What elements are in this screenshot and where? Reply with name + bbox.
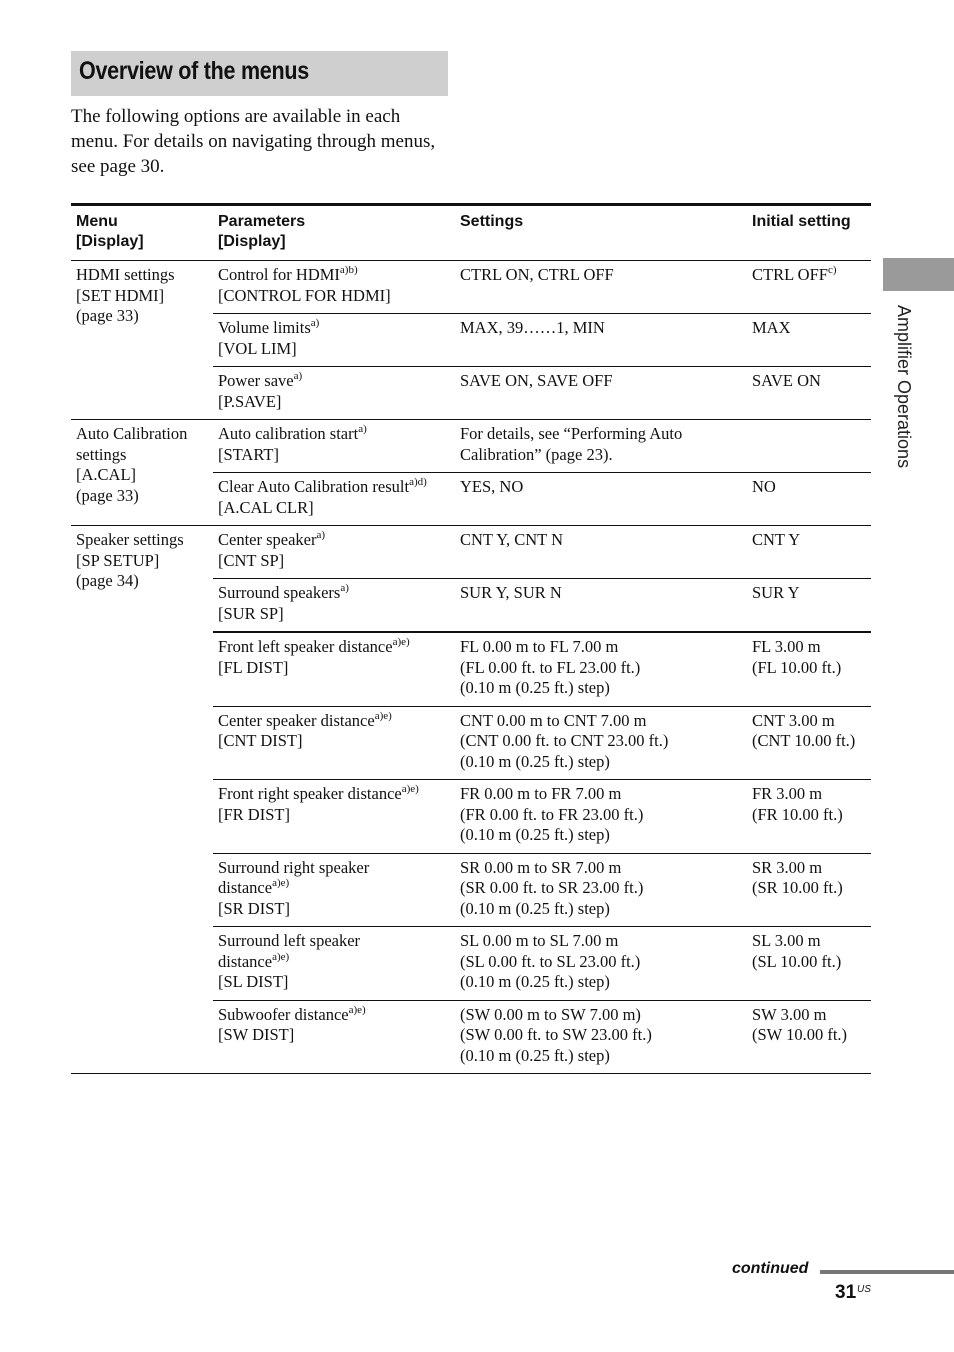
initial-setting-cell: NO <box>747 473 871 526</box>
table-row <box>71 420 871 473</box>
footnote-ref: a)e) <box>348 1003 366 1016</box>
initial-setting-cell: SAVE ON <box>747 367 871 420</box>
settings-cell: FR 0.00 m to FR 7.00 m (FR 0.00 ft. to FR 23.00 ft.) (0.10 m (0.25 ft.) step) <box>455 780 747 854</box>
header-parameters: Parameters [Display] <box>213 205 455 261</box>
settings-cell: MAX, 39……1, MIN <box>455 314 747 367</box>
page-title: Overview of the menus <box>79 57 309 85</box>
parameter-cell: Surround left speaker distance$^{a)e)}$ [SL DIST] <box>213 927 455 1001</box>
parameter-cell: Volume limits$^{a)}$ [VOL LIM] <box>213 314 455 367</box>
settings-cell: CTRL ON, CTRL OFF <box>455 261 747 314</box>
footnote-ref: a)d) <box>409 476 427 488</box>
footnote-ref: a) <box>316 529 326 541</box>
parameter-cell: Auto calibration start$^{a)}$ [START] <box>213 420 455 473</box>
settings-cell: SL 0.00 m to SL 7.00 m (SL 0.00 ft. to SL 23.00 ft.) (0.10 m (0.25 ft.) step) <box>455 927 747 1001</box>
parameter-cell: Center speaker distance$^{a)e)}$ [CNT DIST] <box>213 706 455 780</box>
page-number: 31 <box>835 1282 857 1303</box>
initial-setting-cell: FL 3.00 m (FL 10.00 ft.) <box>747 632 871 706</box>
parameter-cell: Front right speaker distance$^{a)e)}$ [FR DIST] <box>213 780 455 854</box>
parameter-cell: Center speaker$^{a)}$ [CNT SP] <box>213 526 455 579</box>
footnote-ref: a)e) <box>374 709 392 722</box>
section-tab-marker <box>883 258 954 291</box>
continued-rule <box>820 1270 954 1274</box>
menu-cell: HDMI settings [SET HDMI] (page 33) <box>71 261 213 420</box>
footnote-ref: a)e) <box>272 877 290 889</box>
parameter-cell: Subwoofer distance$^{a)e)}$ [SW DIST] <box>213 1000 455 1074</box>
footnote-ref: c) <box>827 264 837 276</box>
intro-paragraph: The following options are available in each menu. For details on navigating through menus, see page 30. <box>71 106 436 177</box>
footnote-ref: a) <box>340 582 349 594</box>
initial-setting-cell: SUR Y <box>747 579 871 633</box>
section-title-bar <box>71 51 448 96</box>
initial-setting-cell: MAX <box>747 314 871 367</box>
initial-setting-cell: CTRL OFF$^{c)}$ <box>747 261 871 314</box>
parameter-cell: Surround right speaker distance$^{a)e)}$ [SR DIST] <box>213 853 455 927</box>
parameter-cell: Clear Auto Calibration result$^{a)d)}$ [A.CAL CLR] <box>213 473 455 526</box>
menu-cell: Speaker settings [SP SETUP] (page 34) <box>71 526 213 1074</box>
menu-cell: Auto Calibration settings [A.CAL] (page 33) <box>71 420 213 526</box>
initial-setting-cell: SL 3.00 m (SL 10.00 ft.) <box>747 927 871 1001</box>
initial-setting-cell: CNT Y <box>747 526 871 579</box>
continued-label: continued <box>732 1260 809 1277</box>
header-settings: Settings <box>455 205 747 261</box>
parameter-cell: Control for $HDMI^{a)b)}$ [CONTROL FOR HDMI] <box>213 261 455 314</box>
settings-cell: YES, NO <box>455 473 747 526</box>
settings-cell: SAVE ON, SAVE OFF <box>455 367 747 420</box>
initial-setting-cell: SW 3.00 m (SW 10.00 ft.) <box>747 1000 871 1074</box>
settings-cell: SR 0.00 m to SR 7.00 m (SR 0.00 ft. to SR 23.00 ft.) (0.10 m (0.25 ft.) step) <box>455 853 747 927</box>
footnote-ref: a)e) <box>272 950 290 963</box>
footnote-ref: a) <box>358 423 367 435</box>
header-initial-setting: Initial setting <box>747 205 871 261</box>
settings-cell: (SW 0.00 m to SW 7.00 m) (SW 0.00 ft. to SW 23.00 ft.) (0.10 m (0.25 ft.) step) <box>455 1000 747 1074</box>
table-header-row <box>71 205 871 261</box>
table-row <box>71 261 871 314</box>
settings-cell: CNT 0.00 m to CNT 7.00 m (CNT 0.00 ft. to CNT 23.00 ft.) (0.10 m (0.25 ft.) step) <box>455 706 747 780</box>
settings-cell: FL 0.00 m to FL 7.00 m (FL 0.00 ft. to FL 23.00 ft.) (0.10 m (0.25 ft.) step) <box>455 632 747 706</box>
section-side-label: Amplifier Operations <box>894 305 914 469</box>
header-menu: Menu [Display] <box>71 205 213 261</box>
menu-overview-table <box>71 203 871 1074</box>
initial-setting-cell: CNT 3.00 m (CNT 10.00 ft.) <box>747 706 871 780</box>
table-row <box>71 526 871 579</box>
page-number-suffix: US <box>857 1284 871 1295</box>
footnote-ref: a) <box>293 370 303 382</box>
settings-cell: CNT Y, CNT N <box>455 526 747 579</box>
settings-cell: For details, see “Performing Auto Calibration” (page 23). <box>455 420 747 473</box>
parameter-cell: Front left speaker distance$^{a)e)}$ [FL DIST] <box>213 632 455 706</box>
table-body <box>71 261 871 1074</box>
initial-setting-cell: SR 3.00 m (SR 10.00 ft.) <box>747 853 871 927</box>
parameter-cell: Surround speakers$^{a)}$ [SUR SP] <box>213 579 455 633</box>
footnote-ref: a)e) <box>401 783 419 795</box>
footnote-ref: a) <box>310 317 320 329</box>
initial-setting-cell <box>747 420 871 473</box>
footnote-ref: a)b) <box>339 264 358 276</box>
settings-cell: SUR Y, SUR N <box>455 579 747 633</box>
footnote-ref: a)e) <box>392 636 410 648</box>
parameter-cell: Power save$^{a)}$ [P.SAVE] <box>213 367 455 420</box>
initial-setting-cell: FR 3.00 m (FR 10.00 ft.) <box>747 780 871 854</box>
